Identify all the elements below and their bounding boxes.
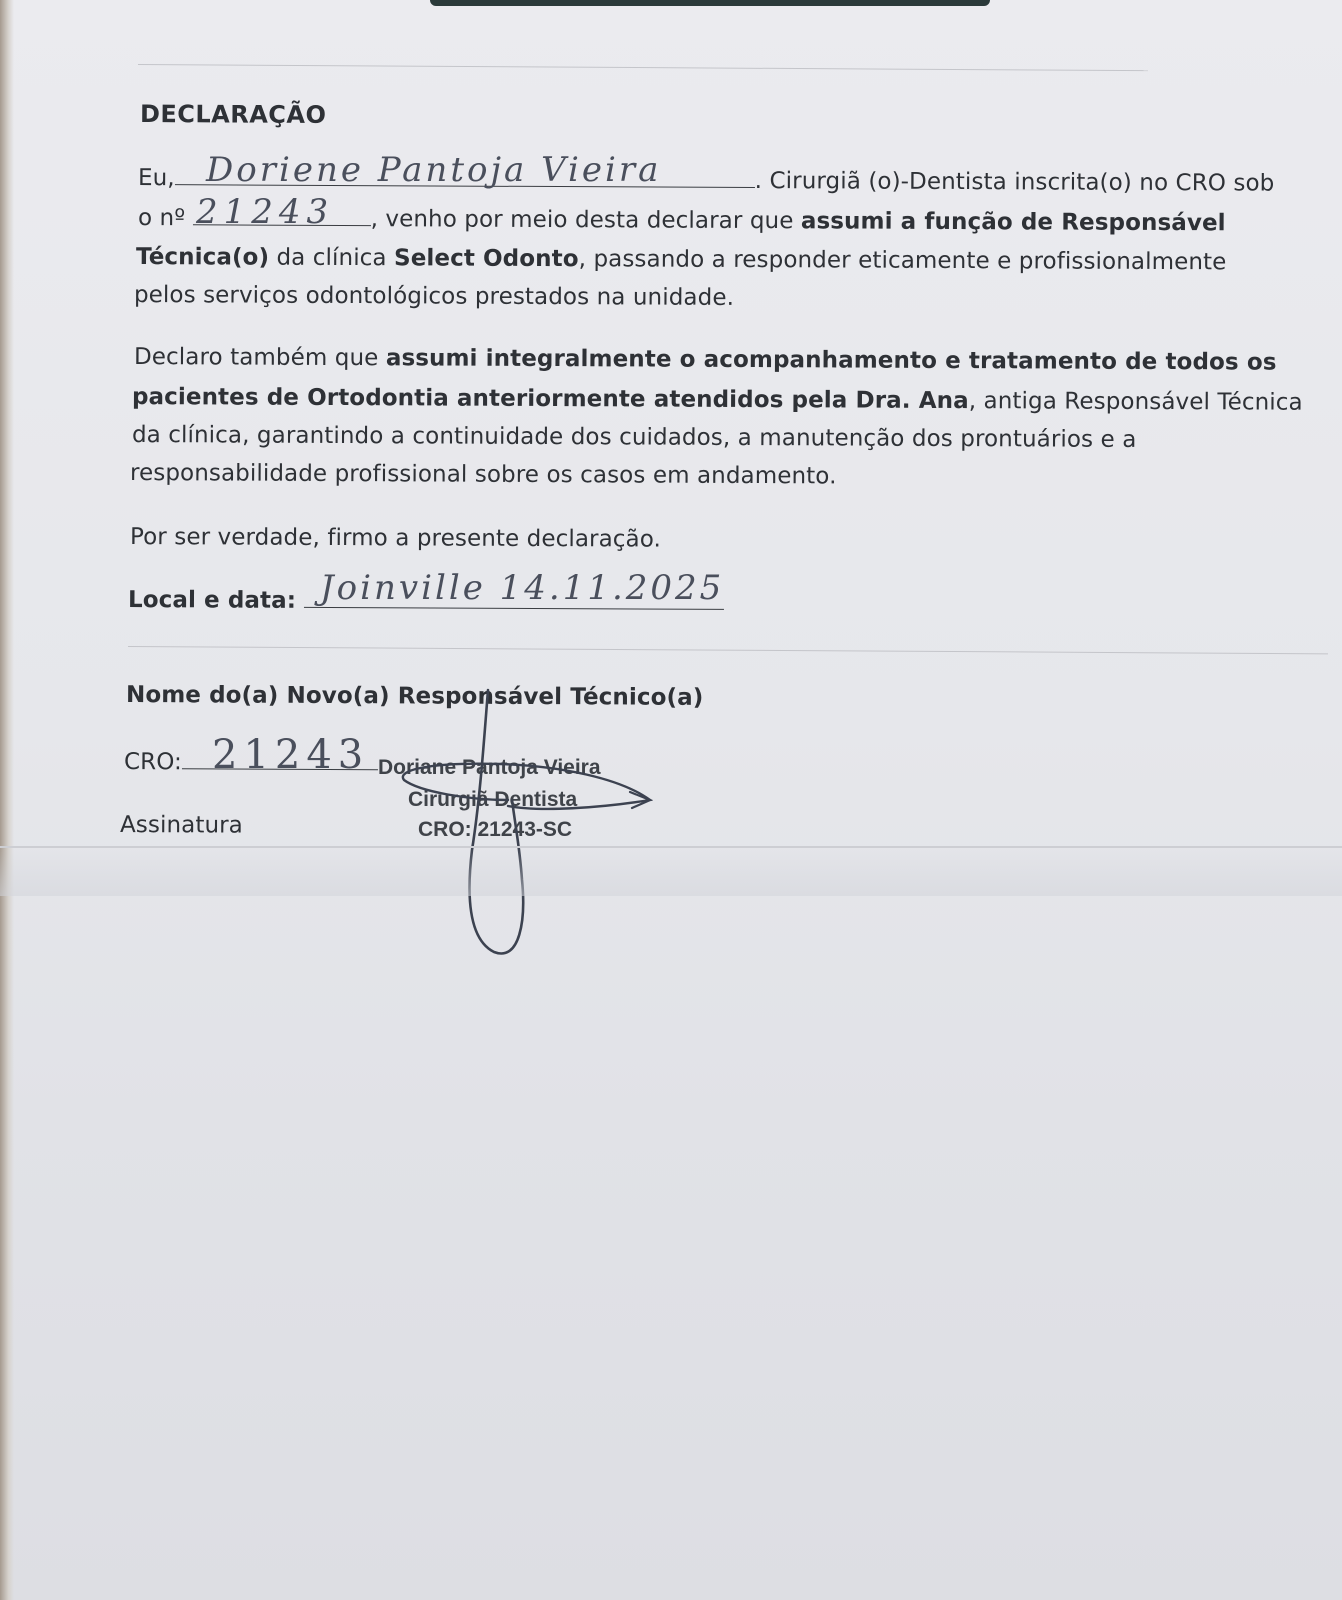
p1-after-cro: , venho por meio desta declarar que bbox=[370, 206, 801, 235]
paper-fold-shadow bbox=[0, 846, 1342, 896]
paper-edge-shadow bbox=[0, 0, 14, 1600]
document-title: DECLARAÇÃO bbox=[139, 100, 327, 129]
stamp-role: Cirurgiã Dentista bbox=[408, 788, 578, 811]
eu-label: Eu, bbox=[137, 165, 175, 192]
assinatura-label: Assinatura bbox=[119, 812, 243, 839]
folder-tab bbox=[430, 0, 990, 6]
p2-end2: , antiga Responsável Técnica bbox=[968, 388, 1303, 416]
new-rt-heading-text: Nome do(a) Novo(a) Responsável Técnico(a) bbox=[125, 682, 704, 711]
p2-bold2: pacientes de Ortodontia anteriormente atendidos pela Dra. Ana bbox=[131, 384, 969, 415]
p3-line: Por ser verdade, firmo a presente declaração. bbox=[129, 524, 662, 553]
no-label: o nº bbox=[137, 205, 186, 232]
stamp-cro: CRO: 21243-SC bbox=[418, 818, 573, 841]
clinic-name: Select Odonto bbox=[394, 245, 579, 273]
p2-line2 bbox=[132, 384, 1303, 416]
handwritten-cro-signature-section: 21243 bbox=[212, 732, 370, 778]
handwritten-local-date: Joinville 14.11.2025 bbox=[320, 568, 725, 608]
new-rt-heading bbox=[126, 682, 703, 711]
p1-line3 bbox=[136, 244, 1227, 275]
p1-bold2: Técnica(o) bbox=[135, 244, 270, 271]
p2-start: Declaro também que bbox=[133, 344, 386, 372]
p2-line1 bbox=[134, 344, 1277, 376]
p1-after-name: . Cirurgiã (o)-Dentista inscrita(o) no CRO sob bbox=[754, 168, 1275, 197]
handwritten-cro-number: 21243 bbox=[196, 192, 335, 232]
p2-bold1: assumi integralmente o acompanhamento e tratamento de todos os bbox=[385, 345, 1277, 376]
p1-bold1: assumi a função de Responsável bbox=[800, 208, 1226, 237]
handwritten-name: Doriene Pantoja Vieira bbox=[206, 150, 662, 190]
p2-line3: da clínica, garantindo a continuidade dos cuidados, a manutenção dos prontuários e a bbox=[131, 422, 1137, 453]
p1-line4: pelos serviços odontológicos prestados na unidade. bbox=[133, 282, 735, 311]
stamp-name: Doriane Pantoja Vieira bbox=[378, 756, 601, 779]
top-divider bbox=[138, 64, 1148, 71]
cro-label: CRO: bbox=[123, 749, 182, 776]
p1-end2: , passando a responder eticamente e profissionalmente bbox=[578, 246, 1227, 276]
p2-line4: responsabilidade profissional sobre os casos em andamento. bbox=[129, 460, 837, 490]
middle-divider bbox=[128, 646, 1328, 654]
p1-mid2: da clínica bbox=[269, 244, 395, 272]
local-data-label: Local e data: bbox=[127, 587, 297, 614]
